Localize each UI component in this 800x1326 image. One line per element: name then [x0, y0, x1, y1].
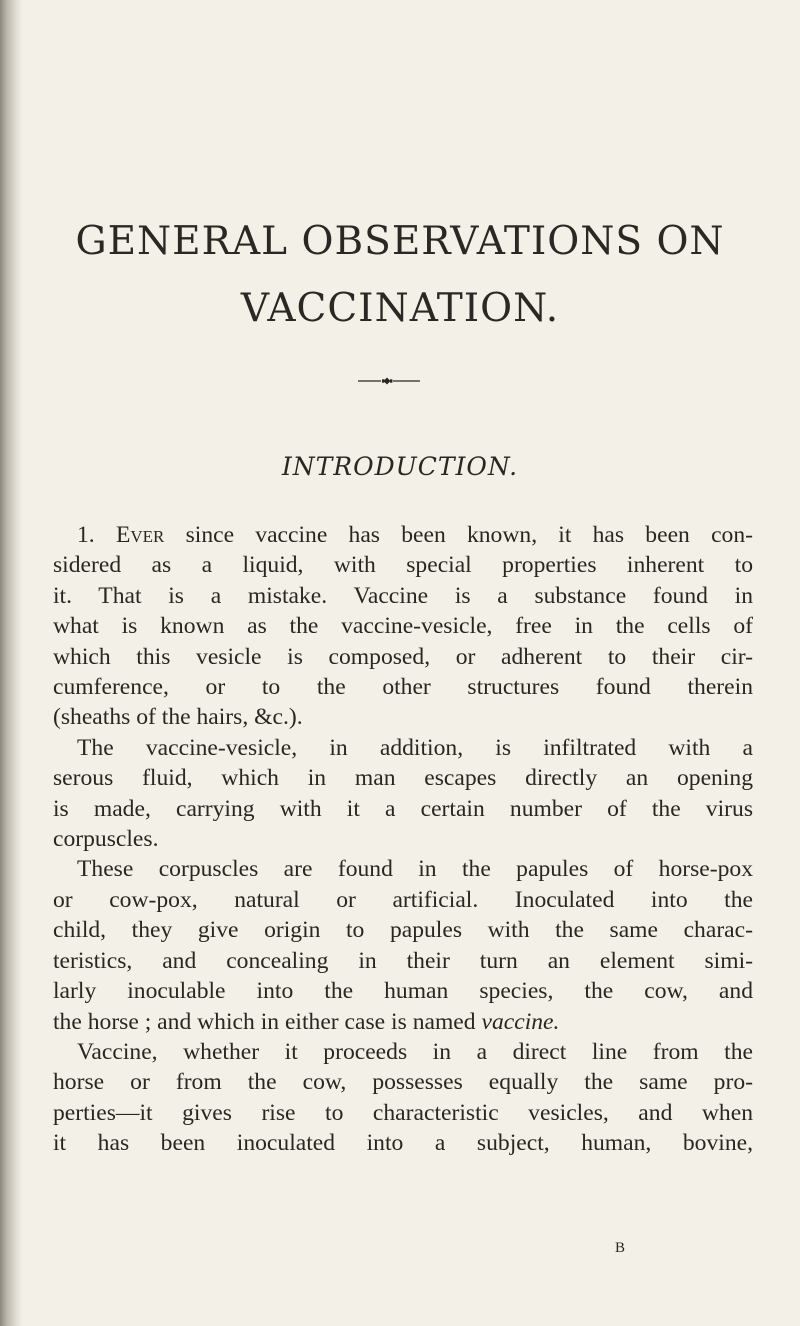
paragraph-number: 1.: [77, 522, 95, 548]
italic-term: vaccine.: [481, 1008, 560, 1035]
signature-mark: B: [614, 1240, 625, 1256]
text-line: Vaccine, whether it proceeds in a direct line from the: [77, 1038, 753, 1065]
text-line: child, they give origin to papules with the same charac-: [53, 917, 753, 944]
text-line: These corpuscles are found in the papules of horse-pox: [77, 856, 753, 883]
text-line: perties—it gives rise to characteristic vesicles, and when: [53, 1099, 753, 1126]
text-line: horse or from the cow, possesses equally the same pro-: [53, 1069, 753, 1096]
text-line: what is known as the vaccine-vesicle, free in the cells of: [53, 613, 753, 640]
text-line: teristics, and concealing in their turn an element simi-: [53, 947, 753, 974]
text-line: cumference, or to the other structures found therein: [53, 674, 753, 701]
text-line: 1. Ever since vaccine has been known, it has been con-: [77, 522, 753, 548]
text-line: is made, carrying with it a certain number of the virus: [53, 795, 753, 822]
text-line: sidered as a liquid, with special properties inherent to: [53, 552, 753, 579]
dash-diamond-ornament-icon: [0, 376, 800, 386]
paragraph-first-word: Ever: [115, 522, 165, 548]
text-line: larly inoculable into the human species, the cow, and: [53, 978, 753, 1005]
title-line-2: VACCINATION.: [240, 286, 560, 331]
text-line: which this vesicle is composed, or adherent to their cir-: [53, 643, 753, 670]
text-line: The vaccine-vesicle, in addition, is infiltrated with a: [77, 734, 753, 761]
page-gutter-shadow: [0, 0, 22, 1326]
title-line-1: GENERAL OBSERVATIONS ON: [75, 219, 725, 264]
text-line: serous fluid, which in man escapes directly an opening: [53, 765, 753, 792]
body-text: [53, 520, 753, 1159]
text-line: or cow-pox, natural or artificial. Inoculated into the: [53, 886, 753, 913]
text-line: it has been inoculated into a subject, human, bovine,: [53, 1130, 753, 1157]
text-line: (sheaths of the hairs, &c.).: [53, 704, 303, 731]
section-heading: INTRODUCTION.: [281, 452, 519, 481]
text-line: corpuscles.: [53, 826, 159, 853]
text-line: the horse ; and which in either case is named vaccine.: [53, 1008, 560, 1035]
text-line: it. That is a mistake. Vaccine is a substance found in: [53, 582, 753, 609]
